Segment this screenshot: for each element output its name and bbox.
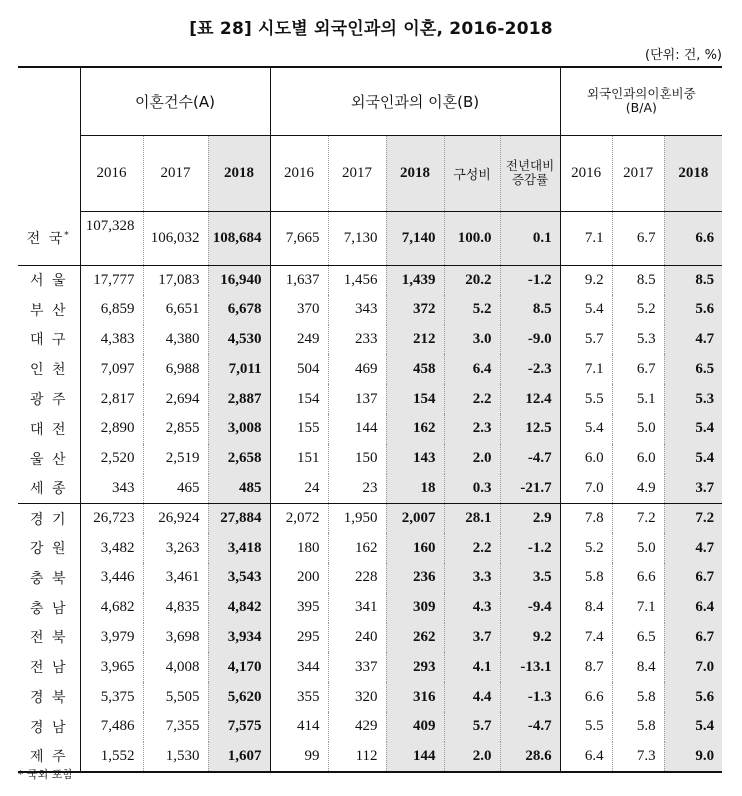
- cell-b2017: 1,950: [328, 503, 386, 533]
- cell-c2016: 8.4: [560, 593, 612, 623]
- cell-b2018: 316: [386, 682, 444, 712]
- cell-a2016: 3,482: [80, 533, 143, 563]
- cell-c2016: 5.2: [560, 533, 612, 563]
- cell-b2016: 155: [270, 414, 328, 444]
- cell-b2017: 240: [328, 623, 386, 653]
- cell-a2017: 2,519: [143, 444, 208, 474]
- table-row: [18, 295, 722, 325]
- region-name: 울 산: [30, 451, 68, 468]
- cell-c2018: 5.6: [664, 295, 722, 325]
- table-row: [18, 211, 722, 265]
- unit-label: (단위: 건, %): [645, 48, 722, 63]
- footnote: * 국외 포함: [18, 768, 73, 781]
- cell-share: 0.3: [444, 474, 500, 504]
- cell-a2018: 3,934: [208, 623, 270, 653]
- cell-a2018: 4,170: [208, 652, 270, 682]
- cell-b2016: 249: [270, 325, 328, 355]
- cell-b2016: 1,637: [270, 265, 328, 295]
- cell-b2017: 23: [328, 474, 386, 504]
- cell-c2016: 5.7: [560, 325, 612, 355]
- region-name: 경 기: [30, 511, 68, 528]
- cell-a2017: 4,380: [143, 325, 208, 355]
- cell-b2017: 228: [328, 563, 386, 593]
- cell-b2016: 2,072: [270, 503, 328, 533]
- cell-c2016: 7.1: [560, 354, 612, 384]
- cell-b2017: 469: [328, 354, 386, 384]
- cell-a2016: 343: [80, 474, 143, 504]
- cell-a2016: 3,965: [80, 652, 143, 682]
- cell-c2017: 7.2: [612, 503, 664, 533]
- region-cell: [18, 712, 80, 742]
- cell-yoy: 0.1: [500, 211, 560, 265]
- cell-share: 4.1: [444, 652, 500, 682]
- cell-b2018: 1,439: [386, 265, 444, 295]
- cell-yoy: -21.7: [500, 474, 560, 504]
- cell-share: 3.3: [444, 563, 500, 593]
- cell-c2018: 6.5: [664, 354, 722, 384]
- region-cell: [18, 563, 80, 593]
- group-b-header: 외국인과의 이혼(B): [270, 67, 560, 135]
- cell-a2018: 4,842: [208, 593, 270, 623]
- cell-b2016: 370: [270, 295, 328, 325]
- cell-b2018: 160: [386, 533, 444, 563]
- cell-share: 2.3: [444, 414, 500, 444]
- cell-c2016: 7.0: [560, 474, 612, 504]
- region-name: 충 남: [30, 600, 68, 617]
- cell-share: 3.7: [444, 623, 500, 653]
- region-cell: [18, 623, 80, 653]
- cell-yoy: 12.5: [500, 414, 560, 444]
- cell-a2017: 7,355: [143, 712, 208, 742]
- cell-a2016: 2,520: [80, 444, 143, 474]
- table-row: [18, 474, 722, 504]
- cell-a2017: 106,032: [143, 211, 208, 265]
- cell-c2017: 6.0: [612, 444, 664, 474]
- cell-c2016: 5.5: [560, 712, 612, 742]
- cell-c2016: 5.8: [560, 563, 612, 593]
- cell-b2018: 262: [386, 623, 444, 653]
- region-cell: [18, 265, 80, 295]
- cell-c2016: 7.4: [560, 623, 612, 653]
- region-cell: [18, 211, 80, 265]
- cell-a2016: 7,097: [80, 354, 143, 384]
- a-year-2016: 2016: [80, 135, 143, 211]
- cell-b2016: 99: [270, 742, 328, 772]
- cell-yoy: -1.2: [500, 265, 560, 295]
- cell-a2018: 1,607: [208, 742, 270, 772]
- cell-b2017: 112: [328, 742, 386, 772]
- region-cell: [18, 325, 80, 355]
- region-cell: [18, 533, 80, 563]
- cell-c2016: 8.7: [560, 652, 612, 682]
- cell-c2016: 5.4: [560, 414, 612, 444]
- cell-b2016: 151: [270, 444, 328, 474]
- cell-a2017: 1,530: [143, 742, 208, 772]
- cell-b2017: 162: [328, 533, 386, 563]
- cell-c2017: 8.5: [612, 265, 664, 295]
- table-row: [18, 503, 722, 533]
- cell-c2017: 5.0: [612, 414, 664, 444]
- share-header: 구성비: [444, 135, 500, 211]
- cell-c2018: 7.2: [664, 503, 722, 533]
- group-c-header: [560, 67, 722, 135]
- cell-b2018: 409: [386, 712, 444, 742]
- table-title: [표 28] 시도별 외국인과의 이혼, 2016-2018: [189, 19, 553, 39]
- cell-a2016: 4,383: [80, 325, 143, 355]
- cell-a2017: 3,698: [143, 623, 208, 653]
- table-row: [18, 384, 722, 414]
- region-name: 전 남: [30, 660, 68, 677]
- cell-share: 5.2: [444, 295, 500, 325]
- cell-c2018: 5.6: [664, 682, 722, 712]
- region-name: 서 울: [30, 273, 68, 290]
- cell-yoy: 8.5: [500, 295, 560, 325]
- cell-c2018: 5.4: [664, 444, 722, 474]
- region-name: 대 전: [30, 421, 68, 438]
- a-year-2017: 2017: [143, 135, 208, 211]
- cell-c2017: 6.6: [612, 563, 664, 593]
- cell-share: 2.0: [444, 444, 500, 474]
- cell-b2018: 309: [386, 593, 444, 623]
- b-year-2016: 2016: [270, 135, 328, 211]
- table-row: [18, 325, 722, 355]
- cell-c2018: 8.5: [664, 265, 722, 295]
- table-body: [18, 211, 722, 772]
- cell-share: 3.0: [444, 325, 500, 355]
- cell-a2018: 3,543: [208, 563, 270, 593]
- cell-b2017: 1,456: [328, 265, 386, 295]
- cell-b2016: 504: [270, 354, 328, 384]
- region-cell: [18, 593, 80, 623]
- region-header: [18, 67, 80, 211]
- cell-c2018: 6.4: [664, 593, 722, 623]
- cell-a2017: 2,694: [143, 384, 208, 414]
- cell-a2016: 2,817: [80, 384, 143, 414]
- yoy-header: [500, 135, 560, 211]
- cell-a2016: 26,723: [80, 503, 143, 533]
- cell-b2018: 144: [386, 742, 444, 772]
- cell-yoy: 9.2: [500, 623, 560, 653]
- cell-c2016: 6.6: [560, 682, 612, 712]
- cell-c2017: 5.0: [612, 533, 664, 563]
- cell-c2017: 5.8: [612, 712, 664, 742]
- cell-c2018: 5.4: [664, 712, 722, 742]
- table-row: [18, 533, 722, 563]
- cell-c2016: 7.8: [560, 503, 612, 533]
- cell-yoy: -2.3: [500, 354, 560, 384]
- cell-share: 5.7: [444, 712, 500, 742]
- cell-a2017: 4,008: [143, 652, 208, 682]
- cell-c2018: 6.7: [664, 563, 722, 593]
- region-cell: [18, 384, 80, 414]
- region-cell: [18, 503, 80, 533]
- cell-b2017: 7,130: [328, 211, 386, 265]
- region-cell: [18, 354, 80, 384]
- table-row: [18, 623, 722, 653]
- table-row: [18, 265, 722, 295]
- region-name: 경 북: [30, 690, 68, 707]
- cell-c2018: 4.7: [664, 325, 722, 355]
- cell-c2017: 7.1: [612, 593, 664, 623]
- cell-a2018: 2,887: [208, 384, 270, 414]
- table-row: [18, 563, 722, 593]
- cell-c2017: 4.9: [612, 474, 664, 504]
- cell-a2017: 6,651: [143, 295, 208, 325]
- cell-a2018: 5,620: [208, 682, 270, 712]
- region-name: 전 국: [26, 230, 65, 247]
- cell-b2016: 24: [270, 474, 328, 504]
- cell-share: 4.3: [444, 593, 500, 623]
- cell-c2016: 9.2: [560, 265, 612, 295]
- cell-a2017: 5,505: [143, 682, 208, 712]
- cell-c2017: 6.7: [612, 354, 664, 384]
- cell-b2016: 344: [270, 652, 328, 682]
- table-row: [18, 593, 722, 623]
- cell-a2018: 7,575: [208, 712, 270, 742]
- cell-a2017: 3,263: [143, 533, 208, 563]
- table-row: [18, 682, 722, 712]
- cell-c2016: 5.4: [560, 295, 612, 325]
- cell-a2016: 17,777: [80, 265, 143, 295]
- cell-a2017: 4,835: [143, 593, 208, 623]
- cell-a2018: 4,530: [208, 325, 270, 355]
- cell-a2017: 26,924: [143, 503, 208, 533]
- table-row: [18, 652, 722, 682]
- cell-c2018: 5.4: [664, 414, 722, 444]
- cell-share: 2.2: [444, 533, 500, 563]
- cell-a2016: 4,682: [80, 593, 143, 623]
- cell-c2018: 7.0: [664, 652, 722, 682]
- b-year-2018: 2018: [386, 135, 444, 211]
- cell-a2016: 6,859: [80, 295, 143, 325]
- region-cell: [18, 414, 80, 444]
- cell-c2018: 3.7: [664, 474, 722, 504]
- cell-yoy: -4.7: [500, 712, 560, 742]
- cell-c2017: 7.3: [612, 742, 664, 772]
- table-row: [18, 444, 722, 474]
- cell-b2018: 293: [386, 652, 444, 682]
- cell-share: 6.4: [444, 354, 500, 384]
- cell-a2017: 2,855: [143, 414, 208, 444]
- cell-b2018: 212: [386, 325, 444, 355]
- cell-b2017: 341: [328, 593, 386, 623]
- cell-b2016: 7,665: [270, 211, 328, 265]
- cell-a2017: 17,083: [143, 265, 208, 295]
- cell-b2018: 143: [386, 444, 444, 474]
- region-cell: [18, 682, 80, 712]
- cell-a2018: 485: [208, 474, 270, 504]
- footnote-mark: *: [64, 230, 71, 241]
- cell-yoy: -9.4: [500, 593, 560, 623]
- cell-a2016: 1,552: [80, 742, 143, 772]
- cell-b2017: 429: [328, 712, 386, 742]
- cell-c2017: 5.3: [612, 325, 664, 355]
- cell-b2016: 395: [270, 593, 328, 623]
- cell-yoy: -4.7: [500, 444, 560, 474]
- cell-c2017: 8.4: [612, 652, 664, 682]
- cell-c2018: 9.0: [664, 742, 722, 772]
- cell-a2018: 3,008: [208, 414, 270, 444]
- cell-b2016: 154: [270, 384, 328, 414]
- cell-b2016: 180: [270, 533, 328, 563]
- c-year-2018: 2018: [664, 135, 722, 211]
- cell-a2018: 7,011: [208, 354, 270, 384]
- cell-share: 4.4: [444, 682, 500, 712]
- cell-a2016: 3,446: [80, 563, 143, 593]
- cell-c2017: 5.1: [612, 384, 664, 414]
- cell-a2018: 27,884: [208, 503, 270, 533]
- cell-b2018: 236: [386, 563, 444, 593]
- c-year-2017: 2017: [612, 135, 664, 211]
- cell-b2018: 2,007: [386, 503, 444, 533]
- region-name: 충 북: [30, 570, 68, 587]
- cell-c2017: 5.2: [612, 295, 664, 325]
- cell-a2016: 2,890: [80, 414, 143, 444]
- region-cell: [18, 474, 80, 504]
- cell-c2017: 5.8: [612, 682, 664, 712]
- cell-a2018: 2,658: [208, 444, 270, 474]
- cell-c2016: 7.1: [560, 211, 612, 265]
- cell-b2018: 372: [386, 295, 444, 325]
- region-name: 세 종: [30, 481, 68, 498]
- cell-c2016: 5.5: [560, 384, 612, 414]
- cell-a2017: 465: [143, 474, 208, 504]
- cell-a2018: 108,684: [208, 211, 270, 265]
- region-name: 대 구: [30, 332, 68, 349]
- c-year-2016: 2016: [560, 135, 612, 211]
- cell-share: 2.0: [444, 742, 500, 772]
- cell-c2018: 6.6: [664, 211, 722, 265]
- cell-share: 2.2: [444, 384, 500, 414]
- cell-c2017: 6.7: [612, 211, 664, 265]
- region-cell: [18, 444, 80, 474]
- cell-c2016: 6.4: [560, 742, 612, 772]
- cell-a2018: 16,940: [208, 265, 270, 295]
- region-name: 인 천: [30, 362, 68, 379]
- cell-a2018: 6,678: [208, 295, 270, 325]
- cell-a2018: 3,418: [208, 533, 270, 563]
- cell-b2018: 458: [386, 354, 444, 384]
- cell-c2018: 5.3: [664, 384, 722, 414]
- cell-b2018: 7,140: [386, 211, 444, 265]
- region-name: 광 주: [30, 392, 68, 409]
- cell-b2017: 320: [328, 682, 386, 712]
- cell-a2016: 5,375: [80, 682, 143, 712]
- region-name: 제 주: [30, 749, 68, 766]
- cell-yoy: 2.9: [500, 503, 560, 533]
- cell-yoy: -1.3: [500, 682, 560, 712]
- cell-b2016: 200: [270, 563, 328, 593]
- cell-c2017: 6.5: [612, 623, 664, 653]
- region-name: 강 원: [30, 541, 68, 558]
- region-name: 부 산: [30, 302, 68, 319]
- table-row: [18, 354, 722, 384]
- cell-b2017: 343: [328, 295, 386, 325]
- table-row: [18, 712, 722, 742]
- region-name: 경 남: [30, 719, 68, 736]
- cell-a2016: 7,486: [80, 712, 143, 742]
- cell-yoy: -13.1: [500, 652, 560, 682]
- divorce-table: [18, 66, 722, 773]
- cell-yoy: 12.4: [500, 384, 560, 414]
- cell-a2016: 3,979: [80, 623, 143, 653]
- cell-yoy: 28.6: [500, 742, 560, 772]
- table-row: [18, 742, 722, 772]
- b-year-2017: 2017: [328, 135, 386, 211]
- cell-b2018: 18: [386, 474, 444, 504]
- region-name: 전 북: [30, 630, 68, 647]
- region-cell: [18, 295, 80, 325]
- cell-b2017: 337: [328, 652, 386, 682]
- cell-b2016: 295: [270, 623, 328, 653]
- group-a-header: 이혼건수(A): [80, 67, 270, 135]
- cell-b2018: 154: [386, 384, 444, 414]
- cell-b2018: 162: [386, 414, 444, 444]
- cell-a2016: 107,328: [80, 211, 143, 265]
- region-cell: [18, 652, 80, 682]
- cell-yoy: -1.2: [500, 533, 560, 563]
- cell-share: 20.2: [444, 265, 500, 295]
- a-year-2018: 2018: [208, 135, 270, 211]
- yoy-label: 전년대비증감률: [505, 158, 555, 187]
- group-c-label: 외국인과의이혼비중(B/A): [587, 86, 696, 116]
- cell-a2017: 3,461: [143, 563, 208, 593]
- cell-c2018: 6.7: [664, 623, 722, 653]
- cell-c2018: 4.7: [664, 533, 722, 563]
- cell-b2017: 137: [328, 384, 386, 414]
- cell-b2016: 355: [270, 682, 328, 712]
- cell-b2017: 233: [328, 325, 386, 355]
- cell-yoy: 3.5: [500, 563, 560, 593]
- cell-yoy: -9.0: [500, 325, 560, 355]
- cell-a2017: 6,988: [143, 354, 208, 384]
- cell-c2016: 6.0: [560, 444, 612, 474]
- cell-b2017: 144: [328, 414, 386, 444]
- cell-b2016: 414: [270, 712, 328, 742]
- cell-share: 100.0: [444, 211, 500, 265]
- cell-b2017: 150: [328, 444, 386, 474]
- table-row: [18, 414, 722, 444]
- cell-share: 28.1: [444, 503, 500, 533]
